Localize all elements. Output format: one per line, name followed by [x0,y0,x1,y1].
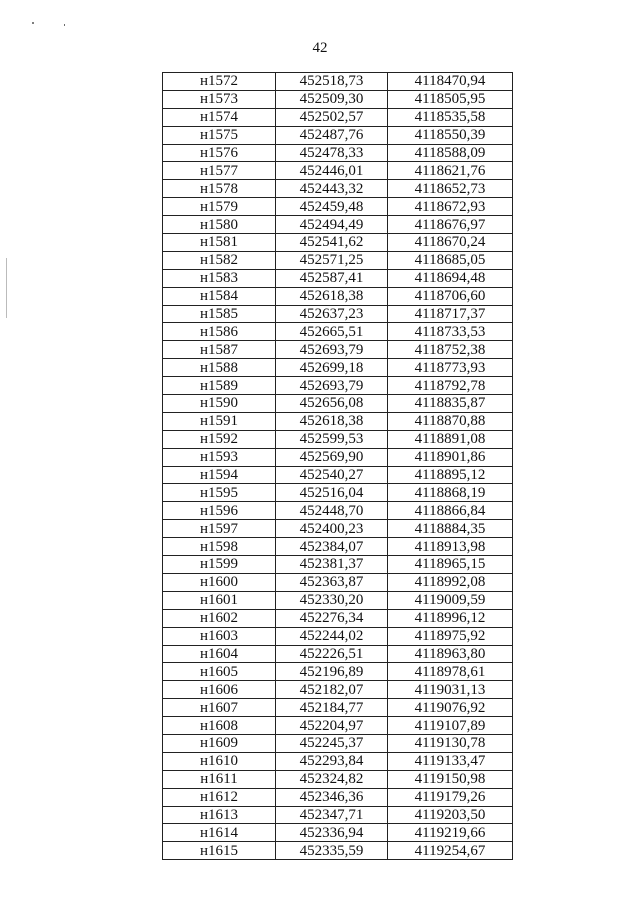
y-coordinate-cell: 4118672,93 [388,198,513,216]
point-id-cell: н1602 [163,609,276,627]
x-coordinate-cell: 452446,01 [276,162,388,180]
table-row [163,806,513,824]
x-coordinate-cell: 452665,51 [276,323,388,341]
table-row [163,126,513,144]
point-id-cell: н1604 [163,645,276,663]
y-coordinate-cell: 4118550,39 [388,126,513,144]
point-id-cell: н1588 [163,359,276,377]
table-row [163,90,513,108]
point-id-cell: н1586 [163,323,276,341]
table-row [163,216,513,234]
point-id-cell: н1612 [163,788,276,806]
table-row [163,323,513,341]
table-row [163,198,513,216]
x-coordinate-cell: 452182,07 [276,681,388,699]
x-coordinate-cell: 452226,51 [276,645,388,663]
y-coordinate-cell: 4119031,13 [388,681,513,699]
x-coordinate-cell: 452276,34 [276,609,388,627]
point-id-cell: н1608 [163,717,276,735]
point-id-cell: н1592 [163,430,276,448]
table-row [163,341,513,359]
point-id-cell: н1589 [163,377,276,395]
y-coordinate-cell: 4118913,98 [388,538,513,556]
y-coordinate-cell: 4118505,95 [388,90,513,108]
x-coordinate-cell: 452587,41 [276,269,388,287]
table-row [163,538,513,556]
x-coordinate-cell: 452459,48 [276,198,388,216]
x-coordinate-cell: 452637,23 [276,305,388,323]
y-coordinate-cell: 4119133,47 [388,752,513,770]
y-coordinate-cell: 4118652,73 [388,180,513,198]
table-row [163,824,513,842]
y-coordinate-cell: 4119150,98 [388,770,513,788]
table-row [163,681,513,699]
table-row [163,251,513,269]
y-coordinate-cell: 4118866,84 [388,502,513,520]
x-coordinate-cell: 452693,79 [276,341,388,359]
point-id-cell: н1576 [163,144,276,162]
scan-speck [32,22,34,24]
table-row [163,395,513,413]
table-row [163,466,513,484]
x-coordinate-cell: 452693,79 [276,377,388,395]
x-coordinate-cell: 452346,36 [276,788,388,806]
point-id-cell: н1613 [163,806,276,824]
point-id-cell: н1611 [163,770,276,788]
y-coordinate-cell: 4118676,97 [388,216,513,234]
y-coordinate-cell: 4118752,38 [388,341,513,359]
y-coordinate-cell: 4118621,76 [388,162,513,180]
x-coordinate-cell: 452509,30 [276,90,388,108]
y-coordinate-cell: 4119107,89 [388,717,513,735]
point-id-cell: н1595 [163,484,276,502]
table-row [163,412,513,430]
y-coordinate-cell: 4118733,53 [388,323,513,341]
y-coordinate-cell: 4118792,78 [388,377,513,395]
point-id-cell: н1606 [163,681,276,699]
point-id-cell: н1597 [163,520,276,538]
x-coordinate-cell: 452324,82 [276,770,388,788]
table-row [163,573,513,591]
point-id-cell: н1578 [163,180,276,198]
y-coordinate-cell: 4119203,50 [388,806,513,824]
y-coordinate-cell: 4118901,86 [388,448,513,466]
point-id-cell: н1593 [163,448,276,466]
y-coordinate-cell: 4118694,48 [388,269,513,287]
x-coordinate-cell: 452347,71 [276,806,388,824]
x-coordinate-cell: 452293,84 [276,752,388,770]
page-number: 42 [312,40,328,56]
point-id-cell: н1573 [163,90,276,108]
point-id-cell: н1594 [163,466,276,484]
y-coordinate-cell: 4119076,92 [388,699,513,717]
table-row [163,717,513,735]
table-row [163,699,513,717]
x-coordinate-cell: 452540,27 [276,466,388,484]
x-coordinate-cell: 452487,76 [276,126,388,144]
point-id-cell: н1584 [163,287,276,305]
y-coordinate-cell: 4118835,87 [388,395,513,413]
x-coordinate-cell: 452330,20 [276,591,388,609]
point-id-cell: н1609 [163,734,276,752]
point-id-cell: н1580 [163,216,276,234]
y-coordinate-cell: 4118706,60 [388,287,513,305]
coordinates-table-body [163,73,513,860]
table-row [163,144,513,162]
x-coordinate-cell: 452502,57 [276,108,388,126]
point-id-cell: н1582 [163,251,276,269]
point-id-cell: н1591 [163,412,276,430]
table-row [163,359,513,377]
x-coordinate-cell: 452699,18 [276,359,388,377]
y-coordinate-cell: 4118992,08 [388,573,513,591]
x-coordinate-cell: 452516,04 [276,484,388,502]
table-row [163,609,513,627]
scan-edge-mark [6,258,7,318]
y-coordinate-cell: 4118717,37 [388,305,513,323]
point-id-cell: н1583 [163,269,276,287]
y-coordinate-cell: 4118978,61 [388,663,513,681]
x-coordinate-cell: 452384,07 [276,538,388,556]
y-coordinate-cell: 4118868,19 [388,484,513,502]
x-coordinate-cell: 452245,37 [276,734,388,752]
table-row [163,788,513,806]
x-coordinate-cell: 452400,23 [276,520,388,538]
x-coordinate-cell: 452184,77 [276,699,388,717]
table-row [163,502,513,520]
y-coordinate-cell: 4118963,80 [388,645,513,663]
x-coordinate-cell: 452443,32 [276,180,388,198]
table-row [163,234,513,252]
y-coordinate-cell: 4118965,15 [388,556,513,574]
y-coordinate-cell: 4118895,12 [388,466,513,484]
point-id-cell: н1587 [163,341,276,359]
point-id-cell: н1585 [163,305,276,323]
point-id-cell: н1590 [163,395,276,413]
point-id-cell: н1599 [163,556,276,574]
table-row [163,448,513,466]
point-id-cell: н1607 [163,699,276,717]
x-coordinate-cell: 452363,87 [276,573,388,591]
table-row [163,520,513,538]
x-coordinate-cell: 452494,49 [276,216,388,234]
table-row [163,484,513,502]
y-coordinate-cell: 4118870,88 [388,412,513,430]
table-row [163,734,513,752]
point-id-cell: н1598 [163,538,276,556]
y-coordinate-cell: 4118773,93 [388,359,513,377]
x-coordinate-cell: 452541,62 [276,234,388,252]
point-id-cell: н1579 [163,198,276,216]
table-row [163,663,513,681]
point-id-cell: н1610 [163,752,276,770]
point-id-cell: н1581 [163,234,276,252]
x-coordinate-cell: 452571,25 [276,251,388,269]
x-coordinate-cell: 452656,08 [276,395,388,413]
x-coordinate-cell: 452569,90 [276,448,388,466]
x-coordinate-cell: 452196,89 [276,663,388,681]
y-coordinate-cell: 4119179,26 [388,788,513,806]
table-row [163,430,513,448]
point-id-cell: н1572 [163,73,276,91]
table-row [163,842,513,860]
x-coordinate-cell: 452381,37 [276,556,388,574]
table-row [163,627,513,645]
point-id-cell: н1614 [163,824,276,842]
x-coordinate-cell: 452244,02 [276,627,388,645]
table-row [163,752,513,770]
y-coordinate-cell: 4118670,24 [388,234,513,252]
scan-speck [64,24,65,26]
table-row [163,162,513,180]
y-coordinate-cell: 4118891,08 [388,430,513,448]
point-id-cell: н1577 [163,162,276,180]
point-id-cell: н1601 [163,591,276,609]
x-coordinate-cell: 452448,70 [276,502,388,520]
coordinates-table [162,72,513,860]
y-coordinate-cell: 4119130,78 [388,734,513,752]
x-coordinate-cell: 452599,53 [276,430,388,448]
y-coordinate-cell: 4118685,05 [388,251,513,269]
point-id-cell: н1575 [163,126,276,144]
table-row [163,645,513,663]
table-row [163,377,513,395]
y-coordinate-cell: 4119219,66 [388,824,513,842]
point-id-cell: н1605 [163,663,276,681]
table-row [163,180,513,198]
x-coordinate-cell: 452478,33 [276,144,388,162]
point-id-cell: н1603 [163,627,276,645]
x-coordinate-cell: 452618,38 [276,287,388,305]
y-coordinate-cell: 4118535,58 [388,108,513,126]
table-row [163,591,513,609]
point-id-cell: н1596 [163,502,276,520]
table-row [163,108,513,126]
table-row [163,287,513,305]
y-coordinate-cell: 4118884,35 [388,520,513,538]
x-coordinate-cell: 452618,38 [276,412,388,430]
y-coordinate-cell: 4118470,94 [388,73,513,91]
y-coordinate-cell: 4118588,09 [388,144,513,162]
y-coordinate-cell: 4119009,59 [388,591,513,609]
x-coordinate-cell: 452518,73 [276,73,388,91]
y-coordinate-cell: 4118975,92 [388,627,513,645]
x-coordinate-cell: 452204,97 [276,717,388,735]
table-row [163,73,513,91]
table-row [163,305,513,323]
y-coordinate-cell: 4118996,12 [388,609,513,627]
point-id-cell: н1600 [163,573,276,591]
x-coordinate-cell: 452336,94 [276,824,388,842]
table-row [163,770,513,788]
table-row [163,269,513,287]
point-id-cell: н1615 [163,842,276,860]
point-id-cell: н1574 [163,108,276,126]
x-coordinate-cell: 452335,59 [276,842,388,860]
y-coordinate-cell: 4119254,67 [388,842,513,860]
table-row [163,556,513,574]
